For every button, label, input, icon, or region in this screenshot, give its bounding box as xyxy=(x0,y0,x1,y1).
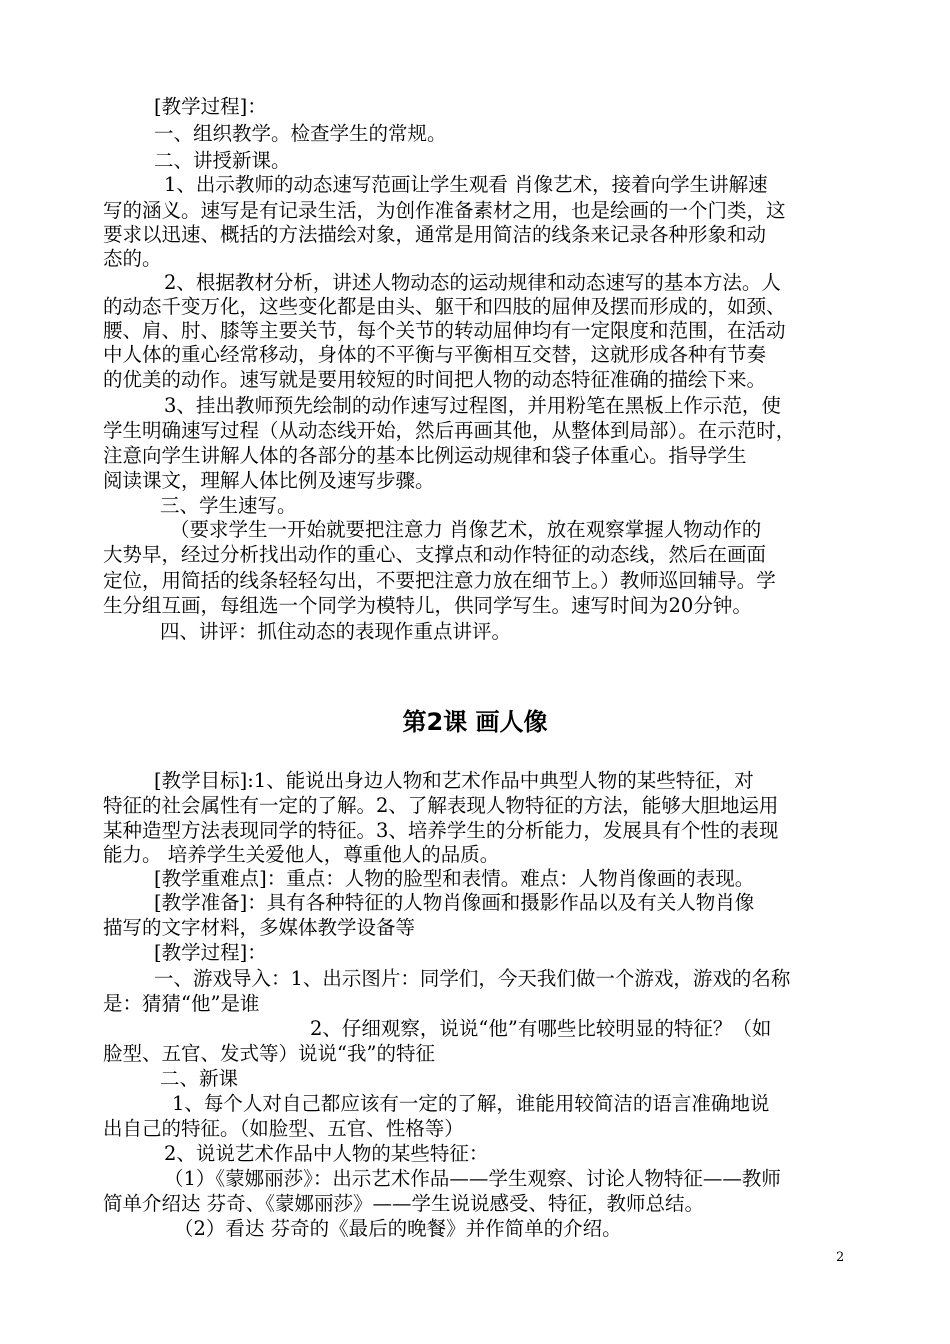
text-line: （要求学生一开始就要把注意力 肖像艺术，放在观察掌握人物动作的 xyxy=(170,518,762,541)
text-line: 1、出示教师的动态速写范画让学生观看 肖像艺术，接着向学生讲解速 xyxy=(164,173,768,196)
text-line: 2、根据教材分析，讲述人物动态的运动规律和动态速写的基本方法。人 xyxy=(164,271,781,294)
text-line: [教学重难点]：重点：人物的脸型和表情。难点：人物肖像画的表现。 xyxy=(154,867,755,890)
text-line: 一、组织教学。检查学生的常规。 xyxy=(154,122,447,145)
text-line: 某种造型方法表现同学的特征。3、培养学生的分析能力，发展具有个性的表现 xyxy=(103,819,779,842)
text-line: 是：猜猜“他”是谁 xyxy=(103,992,260,1015)
page-number: 2 xyxy=(836,1250,845,1265)
text-line: 注意向学生讲解人体的各部分的基本比例运动规律和袋子体重心。指导学生 xyxy=(103,444,747,467)
text-line: 3、挂出教师预先绘制的动作速写过程图，并用粉笔在黑板上作示范，使 xyxy=(164,394,781,417)
text-line: 四、讲评：抓住动态的表现作重点讲评。 xyxy=(160,620,512,643)
text-line: 脸型、五官、发式等）说说“我”的特征 xyxy=(103,1042,435,1065)
text-line: 三、学生速写。 xyxy=(160,494,297,517)
text-line: [教学过程]： xyxy=(154,95,267,118)
text-line: 特征的社会属性有一定的了解。2、了解表现人物特征的方法，能够大胆地运用 xyxy=(103,794,779,817)
text-line: [教学目标]:1、能说出身边人物和艺术作品中典型人物的某些特征，对 xyxy=(154,769,754,792)
lesson-title: 第2课 画人像 xyxy=(402,708,548,736)
text-line: 描写的文字材料，多媒体教学设备等 xyxy=(103,916,416,939)
text-line: 大势早，经过分析找出动作的重心、支撑点和动作特征的动态线，然后在画面 xyxy=(103,543,767,566)
text-line: 腰、肩、肘、膝等主要关节，每个关节的转动屈伸均有一定限度和范围，在活动 xyxy=(103,319,786,342)
text-line: 二、讲授新课。 xyxy=(154,149,291,172)
text-line: 学生明确速写过程（从动态线开始，然后再画其他，从整体到局部）。在示范时， xyxy=(103,419,796,442)
text-line: 中人体的重心经常移动，身体的不平衡与平衡相互交替，这就形成各种有节奏 xyxy=(103,343,767,366)
text-line: [教学准备]：具有各种特征的人物肖像画和摄影作品以及有关人物肖像 xyxy=(154,891,755,914)
text-line: 能力。 培养学生关爱他人，尊重他人的品质。 xyxy=(103,843,500,866)
text-line: 二、新课 xyxy=(160,1067,239,1090)
text-line: 1、每个人对自己都应该有一定的了解，谁能用较简洁的语言准确地说 xyxy=(172,1092,770,1115)
text-line: 态的。 xyxy=(103,247,162,270)
text-line: 的动态千变万化，这些变化都是由头、躯干和四肢的屈伸及摆而形成的，如颈、 xyxy=(103,295,786,318)
text-line: 出自己的特征。（如脸型、五官、性格等） xyxy=(103,1117,464,1140)
text-line: 2、仔细观察，说说“他”有哪些比较明显的特征？（如 xyxy=(310,1017,772,1040)
text-line: 一、游戏导入：1、出示图片：同学们，今天我们做一个游戏，游戏的名称 xyxy=(154,967,791,990)
text-line: 生分组互画，每组选一个同学为模特儿，供同学写生。速写时间为20分钟。 xyxy=(103,594,752,617)
text-line: 写的涵义。速写是有记录生活，为创作准备素材之用，也是绘画的一个门类，这 xyxy=(103,199,786,222)
text-line: 定位，用简括的线条轻轻勾出，不要把注意力放在细节上。）教师巡回辅导。学 xyxy=(103,569,776,592)
text-line: 的优美的动作。速写就是要用较短的时间把人物的动态特征准确的描绘下来。 xyxy=(103,368,767,391)
text-line: [教学过程]： xyxy=(154,941,267,964)
text-line: 阅读课文，理解人体比例及速写步骤。 xyxy=(103,469,435,492)
text-line: （2）看达 芬奇的《最后的晚餐》并作简单的介绍。 xyxy=(174,1217,622,1240)
text-line: 要求以迅速、概括的方法描绘对象，通常是用简洁的线条来记录各种形象和动 xyxy=(103,223,767,246)
text-line: 简单介绍达 芬奇、《蒙娜丽莎》——学生说说感受、特征，教师总结。 xyxy=(103,1192,704,1215)
text-line: （1）《蒙娜丽莎》：出示艺术作品——学生观察、讨论人物特征——教师 xyxy=(164,1167,781,1190)
text-line: 2、说说艺术作品中人物的某些特征： xyxy=(164,1142,489,1165)
